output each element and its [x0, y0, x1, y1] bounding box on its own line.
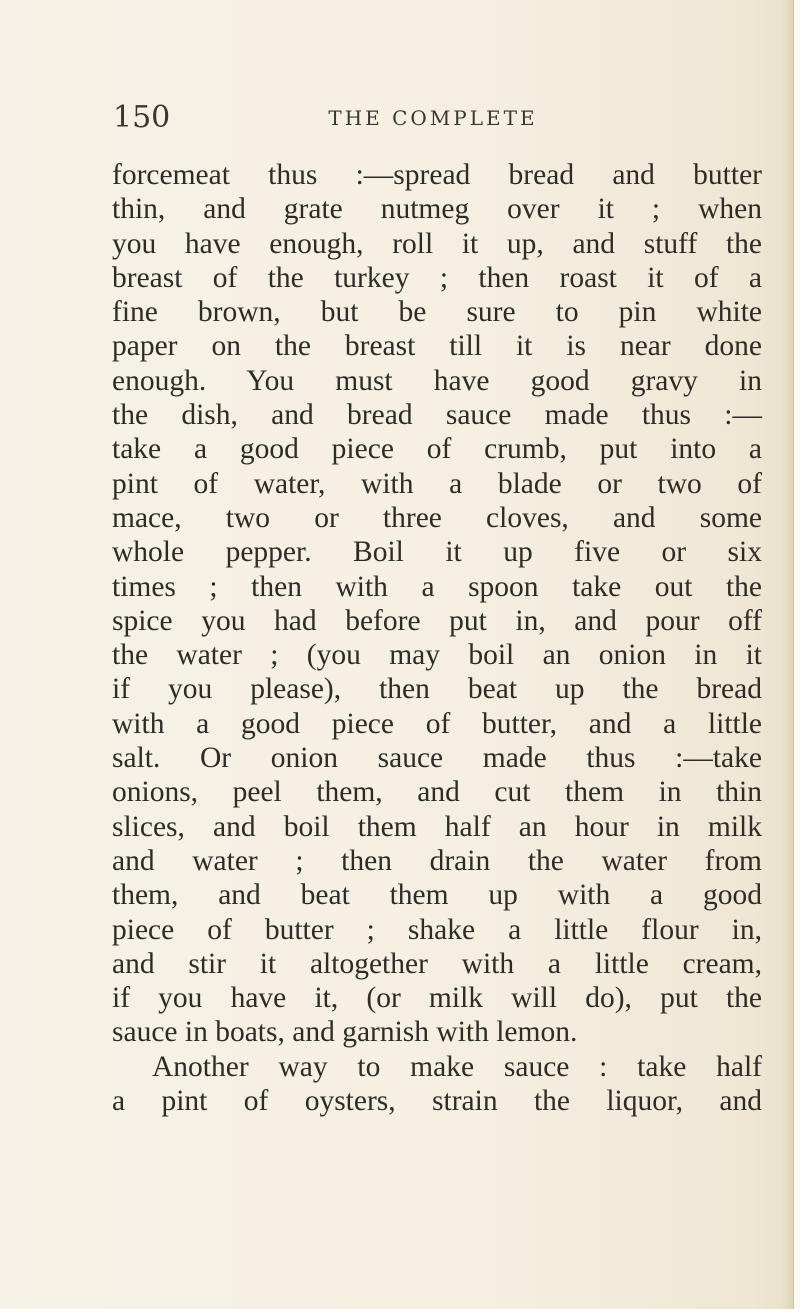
- text-line: if you have it, (or milk will do), put the: [112, 982, 762, 1015]
- text-line: sauce in boats, and garnish with lemon.: [112, 1016, 578, 1049]
- text-line: thin, and grate nutmeg over it ; when: [112, 193, 762, 226]
- text-line: take a good piece of crumb, put into a: [112, 433, 762, 466]
- text-line: salt. Or onion sauce made thus :—take: [112, 742, 762, 775]
- text-line: you have enough, roll it up, and stuff the: [112, 227, 762, 260]
- text-line: onions, peel them, and cut them in thin: [112, 776, 762, 809]
- body-text: [112, 158, 762, 1118]
- text-line: with a good piece of butter, and a little: [112, 707, 762, 740]
- text-line: slices, and boil them half an hour in milk: [112, 810, 762, 843]
- text-line: and stir it altogether with a little cream,: [112, 947, 762, 980]
- text-line: times ; then with a spoon take out the: [112, 570, 762, 603]
- text-line: whole pepper. Boil it up five or six: [112, 536, 762, 569]
- text-line: a pint of oysters, strain the liquor, and: [112, 1085, 762, 1118]
- text-line: pint of water, with a blade or two of: [112, 467, 762, 500]
- page-header: [113, 98, 753, 138]
- text-line: enough. You must have good gravy in: [112, 364, 762, 397]
- text-line: mace, two or three cloves, and some: [112, 501, 762, 534]
- page-edge: [793, 0, 800, 1309]
- text-line: the water ; (you may boil an onion in it: [112, 639, 762, 672]
- text-line: them, and beat them up with a good: [112, 879, 762, 912]
- text-line: and water ; then drain the water from: [112, 844, 762, 877]
- text-line: spice you had before put in, and pour off: [112, 604, 762, 637]
- text-line: Another way to make sauce : take half: [152, 1050, 762, 1083]
- text-line: if you please), then beat up the bread: [112, 673, 762, 706]
- text-line: fine brown, but be sure to pin white: [112, 296, 762, 329]
- text-line: forcemeat thus :—spread bread and butter: [112, 159, 762, 191]
- running-head: THE COMPLETE: [328, 106, 538, 130]
- text-line: paper on the breast till it is near done: [112, 330, 762, 363]
- page-number: 150: [113, 100, 171, 135]
- text-line: the dish, and bread sauce made thus :—: [112, 399, 762, 432]
- text-line: piece of butter ; shake a little flour in,: [112, 913, 762, 946]
- text-line: breast of the turkey ; then roast it of a: [112, 261, 762, 294]
